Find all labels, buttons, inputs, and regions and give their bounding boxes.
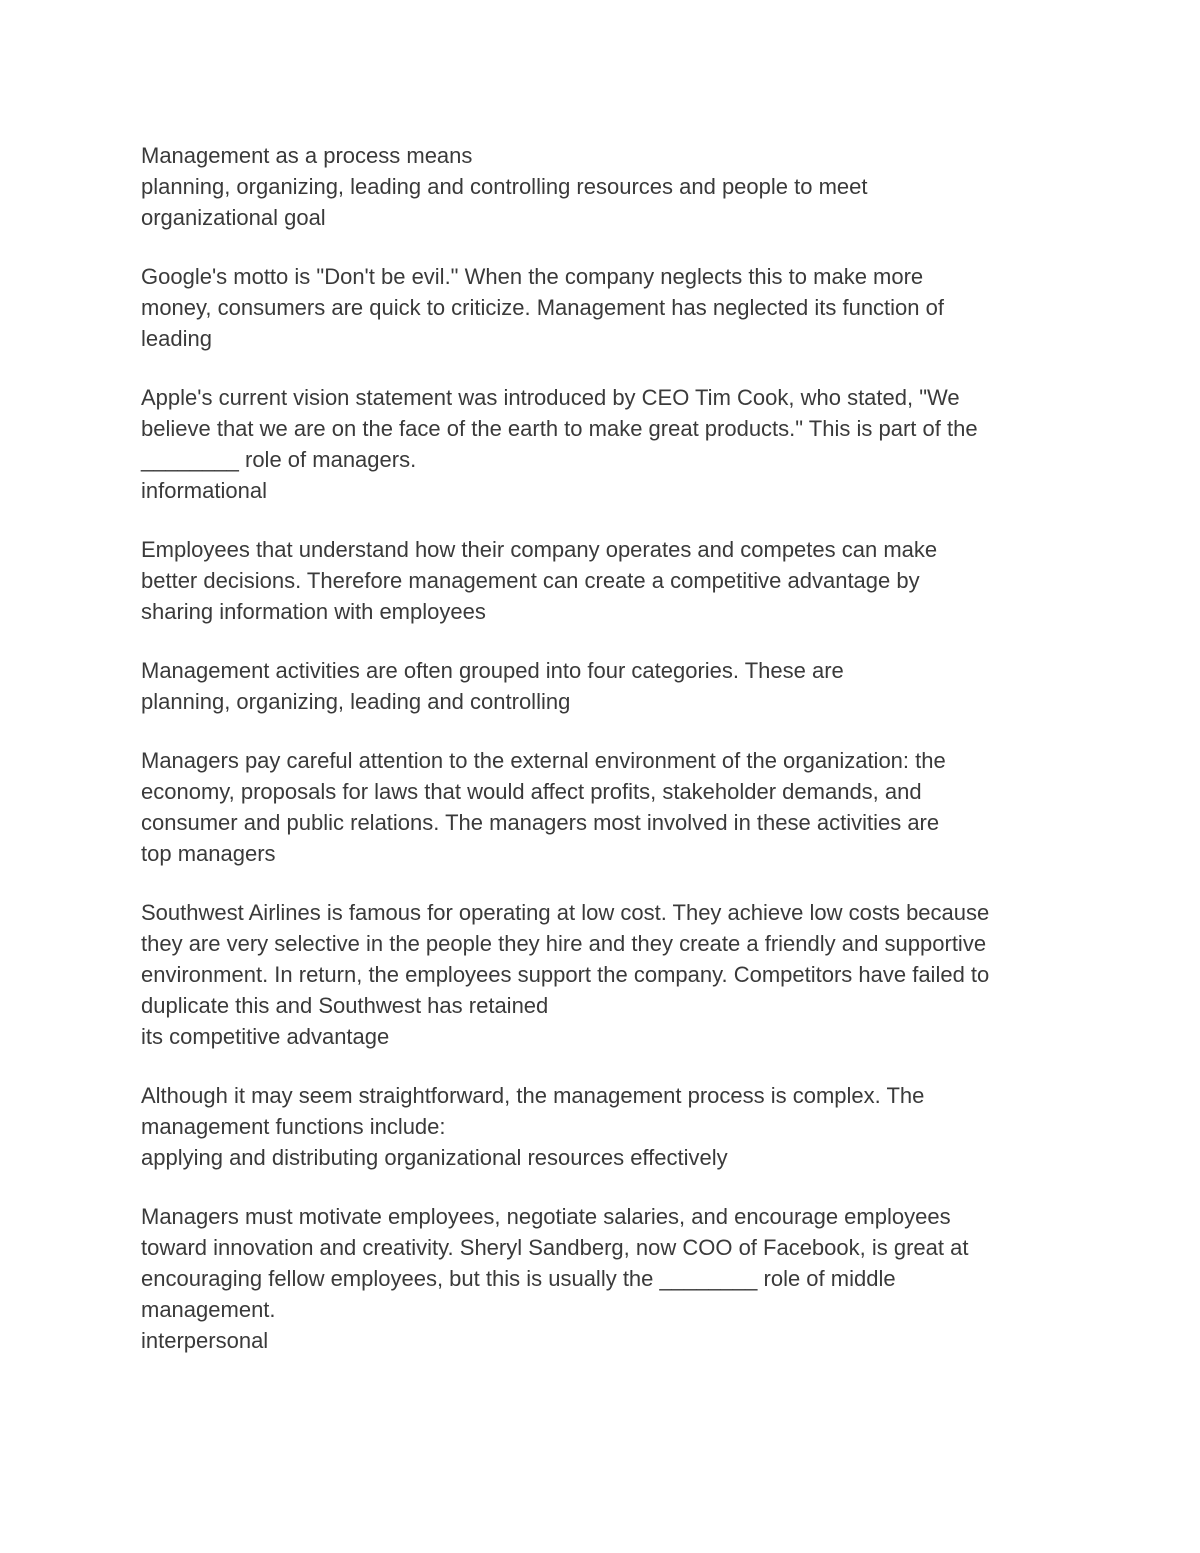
answer-line: applying and distributing organizational resources effectively <box>141 1145 728 1170</box>
question-line: better decisions. Therefore management can create a competitive advantage by <box>141 568 920 593</box>
answer-line: organizational goal <box>141 205 326 230</box>
qa-item-9 <box>141 1201 1061 1356</box>
qa-item-1 <box>141 140 1061 233</box>
question-line: consumer and public relations. The managers most involved in these activities are <box>141 810 940 835</box>
qa-item-6 <box>141 745 1061 869</box>
question-line: Southwest Airlines is famous for operating at low cost. They achieve low costs because <box>141 900 990 925</box>
question-line: Managers pay careful attention to the external environment of the organization: the <box>141 748 946 773</box>
question-line: ________ role of managers. <box>141 447 417 472</box>
qa-item-3 <box>141 382 1061 506</box>
answer-line: leading <box>141 326 212 351</box>
answer-line: informational <box>141 478 267 503</box>
answer-line: planning, organizing, leading and controlling <box>141 689 571 714</box>
question-line: Google's motto is "Don't be evil." When the company neglects this to make more <box>141 264 924 289</box>
qa-item-4 <box>141 534 1061 627</box>
question-line: Managers must motivate employees, negotiate salaries, and encourage employees <box>141 1204 951 1229</box>
question-line: toward innovation and creativity. Sheryl Sandberg, now COO of Facebook, is great at <box>141 1235 969 1260</box>
question-line: believe that we are on the face of the earth to make great products." This is part of the <box>141 416 978 441</box>
qa-item-8 <box>141 1080 1061 1173</box>
qa-item-2 <box>141 261 1061 354</box>
question-line: Although it may seem straightforward, the management process is complex. The <box>141 1083 925 1108</box>
question-line: encouraging fellow employees, but this is usually the ________ role of middle <box>141 1266 896 1291</box>
document-body <box>141 140 1061 1384</box>
question-line: economy, proposals for laws that would affect profits, stakeholder demands, and <box>141 779 922 804</box>
question-line: management functions include: <box>141 1114 446 1139</box>
question-line: Management as a process means <box>141 143 473 168</box>
question-line: they are very selective in the people they hire and they create a friendly and supportive <box>141 931 987 956</box>
question-line: Employees that understand how their company operates and competes can make <box>141 537 938 562</box>
qa-item-5 <box>141 655 1061 717</box>
question-line: Management activities are often grouped into four categories. These are <box>141 658 844 683</box>
answer-line: interpersonal <box>141 1328 269 1353</box>
answer-line: top managers <box>141 841 276 866</box>
answer-line: sharing information with employees <box>141 599 486 624</box>
qa-item-7 <box>141 897 1061 1052</box>
answer-line: its competitive advantage <box>141 1024 390 1049</box>
question-line: money, consumers are quick to criticize. Management has neglected its function of <box>141 295 944 320</box>
question-line: management. <box>141 1297 276 1322</box>
question-line: environment. In return, the employees support the company. Competitors have failed to <box>141 962 990 987</box>
answer-line: planning, organizing, leading and controlling resources and people to meet <box>141 174 868 199</box>
question-line: Apple's current vision statement was introduced by CEO Tim Cook, who stated, "We <box>141 385 960 410</box>
question-line: duplicate this and Southwest has retained <box>141 993 549 1018</box>
